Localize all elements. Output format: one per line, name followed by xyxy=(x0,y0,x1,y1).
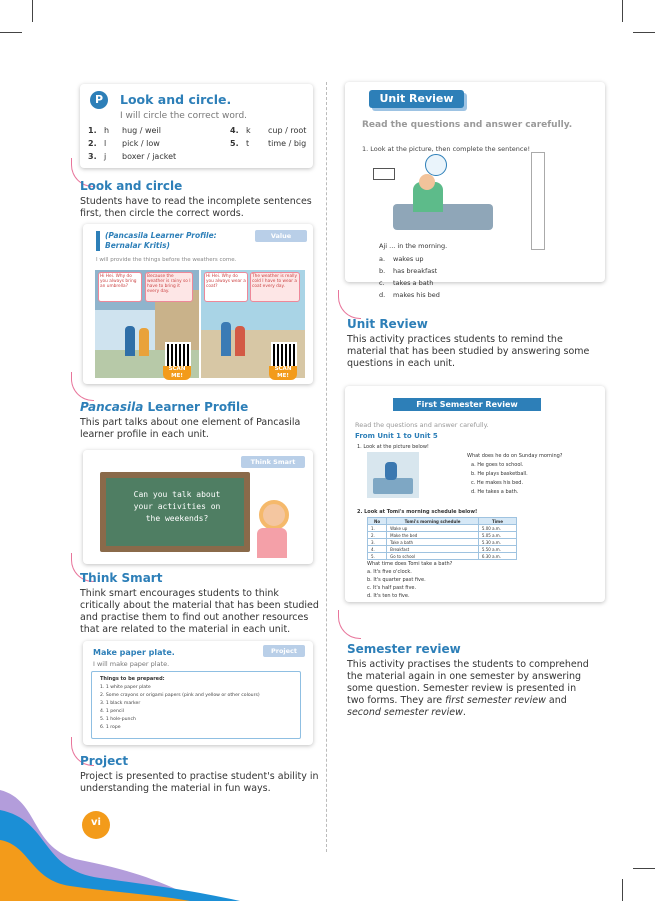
table-cell: Make the bed xyxy=(387,532,479,539)
think-smart-badge: Think Smart xyxy=(241,456,305,468)
item-words: hug / weil xyxy=(122,126,161,135)
item-num: 1. xyxy=(88,126,97,135)
table-cell: 5. xyxy=(368,553,387,560)
think-section-title: Think Smart xyxy=(80,571,163,585)
option-text: wakes up xyxy=(393,255,424,263)
think-section-desc: Think smart encourages students to think critically about the material that has been studied and practise them to find out another resources that are related to the material in each unit. xyxy=(80,588,319,635)
item-num: 2. xyxy=(88,139,97,148)
unit-review-instruction: Read the questions and answer carefully. xyxy=(362,120,573,130)
option-c[interactable] xyxy=(379,279,433,287)
table-row xyxy=(368,553,517,560)
door-frame xyxy=(531,152,545,250)
semester-q1: 1. Look at the picture below! xyxy=(357,444,429,450)
column-divider xyxy=(326,82,327,852)
item-num: 5. xyxy=(230,139,239,148)
list-item: 4. 1 pencil xyxy=(100,709,124,714)
scan-me-badge[interactable]: SCAN ME! xyxy=(269,366,297,380)
table-cell: 6.30 a.m. xyxy=(478,553,516,560)
table-header: Time xyxy=(478,518,516,525)
item-words: cup / root xyxy=(268,126,307,135)
project-section-title: Project xyxy=(80,754,129,768)
page-number: vi xyxy=(91,817,101,828)
semester-section-title: Semester review xyxy=(347,642,461,656)
pancasila-section-title xyxy=(80,400,248,414)
table-cell: Wake up xyxy=(387,525,479,532)
table-cell: 5.30 a.m. xyxy=(478,539,516,546)
project-section-desc: Project is presented to practise student's ability in understanding the material in fun ways. xyxy=(80,771,319,794)
q1-option-c[interactable]: c. He makes his bed. xyxy=(471,480,524,486)
q2-option-d[interactable]: d. It's ten to five. xyxy=(367,593,410,599)
look-card-instruction: I will circle the correct word. xyxy=(120,111,248,121)
item-letter: k xyxy=(246,126,251,135)
scan-me-badge[interactable]: SCAN ME! xyxy=(163,366,191,380)
table-cell: 5.50 a.m. xyxy=(478,546,516,553)
table-row xyxy=(368,525,517,532)
unit-review-card xyxy=(345,82,605,282)
look-circle-card xyxy=(80,84,313,168)
semester-q2: 2. Look at Tomi's morning schedule below! xyxy=(357,509,478,515)
chalkboard xyxy=(100,472,250,552)
student-figure xyxy=(259,500,289,530)
desc-text: and xyxy=(545,695,567,706)
semester-badge: First Semester Review xyxy=(393,398,541,411)
look-section-title: Look and circle xyxy=(80,179,183,193)
q2-question: What time does Tomi take a bath? xyxy=(367,561,453,567)
item-letter: l xyxy=(104,139,107,148)
item-num: 3. xyxy=(88,152,97,161)
unit-review-section-title: Unit Review xyxy=(347,317,428,331)
bedroom-illustration xyxy=(373,154,493,232)
project-badge: Project xyxy=(263,645,305,657)
table-cell: Go to school xyxy=(387,553,479,560)
value-badge: Value xyxy=(255,230,307,242)
project-list-box xyxy=(91,671,301,739)
table-header-row xyxy=(368,518,517,525)
option-text: takes a bath xyxy=(393,279,434,287)
option-a[interactable] xyxy=(379,255,424,263)
unit-review-sentence: Aji ... in the morning. xyxy=(379,242,448,250)
semester-review-card xyxy=(345,386,605,602)
look-item-2 xyxy=(88,139,160,148)
unit-review-section-desc: This activity practices students to remind the material that has been studied by answering some questions in each unit. xyxy=(347,334,590,369)
semester-instruction: Read the questions and answer carefully. xyxy=(355,421,489,429)
q2-option-b[interactable]: b. It's quarter past five. xyxy=(367,577,426,583)
option-text: has breakfast xyxy=(393,267,438,275)
table-row xyxy=(368,546,517,553)
item-words: boxer / jacket xyxy=(122,152,177,161)
unit-review-question: 1. Look at the picture, then complete the sentence! xyxy=(362,145,531,153)
item-letter: h xyxy=(104,126,110,135)
list-item: 3. 1 black marker xyxy=(100,701,141,706)
option-letter: b. xyxy=(379,267,386,275)
title-rest: Learner Profile xyxy=(143,400,249,414)
table-cell: 5.05 a.m. xyxy=(478,532,516,539)
table-row xyxy=(368,539,517,546)
qr-code-icon[interactable] xyxy=(165,342,191,368)
q1-option-d[interactable]: d. He takes a bath. xyxy=(471,489,519,495)
desc-text: This activity practises the students to comprehend the material again in one semester by answering some question. Semester review is presented in two forms. They are xyxy=(347,659,589,706)
project-card xyxy=(83,641,313,745)
look-card-title: Look and circle. xyxy=(120,92,232,107)
list-item: 6. 1 rope xyxy=(100,725,121,730)
q1-option-a[interactable]: a. He goes to school. xyxy=(471,462,524,468)
table-cell: 5.00 a.m. xyxy=(478,525,516,532)
think-smart-card xyxy=(83,450,313,564)
item-letter: t xyxy=(246,139,250,148)
project-instruction: I will make paper plate. xyxy=(93,660,170,668)
table-cell: 1. xyxy=(368,525,387,532)
desc-italic: first semester review xyxy=(445,695,546,706)
q1-option-b[interactable]: b. He plays basketball. xyxy=(471,471,528,477)
option-letter: c. xyxy=(379,279,385,287)
qr-code-icon[interactable] xyxy=(271,342,297,368)
look-item-3 xyxy=(88,152,176,161)
connector-arc xyxy=(338,290,361,319)
clock-icon xyxy=(425,154,447,176)
semester-from: From Unit 1 to Unit 5 xyxy=(355,432,438,440)
table-header: Tomi's morning schedule xyxy=(387,518,479,525)
desc-italic: second semester review xyxy=(347,707,463,718)
table-header: No xyxy=(368,518,387,525)
option-letter: d. xyxy=(379,291,386,299)
desc-text: . xyxy=(462,707,466,718)
pancasila-card-title: (Pancasila Learner Profile: Bernalar Kritis) xyxy=(105,231,217,250)
pancasila-section-desc: This part talks about one element of Pancasila learner profile in each unit. xyxy=(80,417,301,440)
look-section-desc: Students have to read the incomplete sentences first, then circle the correct words. xyxy=(80,196,312,219)
decorative-waves xyxy=(0,790,300,901)
option-letter: a. xyxy=(379,255,386,263)
look-item-1 xyxy=(88,126,161,135)
look-item-4 xyxy=(230,126,306,135)
table-cell: Breakfast xyxy=(387,546,479,553)
q1-question: What does he do on Sunday morning? xyxy=(467,453,563,459)
title-bar-icon xyxy=(96,231,100,251)
table-cell: 3. xyxy=(368,539,387,546)
project-card-title: Make paper plate. xyxy=(93,648,175,657)
q2-option-a[interactable]: a. It's five o'clock. xyxy=(367,569,412,575)
pancasila-card xyxy=(83,224,313,384)
table-row xyxy=(368,532,517,539)
item-words: time / big xyxy=(268,139,307,148)
look-item-5 xyxy=(230,139,306,148)
connector-arc xyxy=(71,372,94,401)
list-item: 2. Some crayons or origami papers (pink and yellow or other colours) xyxy=(100,693,260,698)
list-item: 1. 1 white paper plate xyxy=(100,685,151,690)
semester-section-desc xyxy=(347,659,595,719)
item-letter: j xyxy=(104,152,107,161)
bedroom-illustration xyxy=(367,452,419,498)
list-item: 5. 1 hole-punch xyxy=(100,717,136,722)
item-words: pick / low xyxy=(122,139,160,148)
unit-review-badge: Unit Review xyxy=(369,90,464,108)
title-italic: Pancasila xyxy=(80,400,144,414)
q2-option-c[interactable]: c. It's half past five. xyxy=(367,585,417,591)
table-cell: 4. xyxy=(368,546,387,553)
p-badge: P xyxy=(90,91,108,109)
option-b[interactable] xyxy=(379,267,437,275)
pancasila-instruction: I will provide the things before the weathers come. xyxy=(96,257,237,263)
table-cell: Take a bath xyxy=(387,539,479,546)
schedule-table xyxy=(367,517,517,560)
speech-bubble: Hi Hei. Why do you always bring an umbrella? xyxy=(98,272,142,302)
connector-arc xyxy=(338,610,361,639)
option-text: makes his bed xyxy=(393,291,440,299)
speech-bubble: The weather is really cold I have to wear a coat every day. xyxy=(250,272,300,302)
board-text: Can you talk about your activities on the weekends? xyxy=(133,490,221,523)
speech-bubble: Hi Hei. Why do you always wear a coat? xyxy=(204,272,248,302)
list-title: Things to be prepared: xyxy=(100,676,165,682)
speech-bubble: Because the weather is rainy so I have to bring it every day. xyxy=(145,272,193,302)
option-d[interactable] xyxy=(379,291,440,299)
student-body xyxy=(257,528,287,558)
item-num: 4. xyxy=(230,126,239,135)
table-cell: 2. xyxy=(368,532,387,539)
